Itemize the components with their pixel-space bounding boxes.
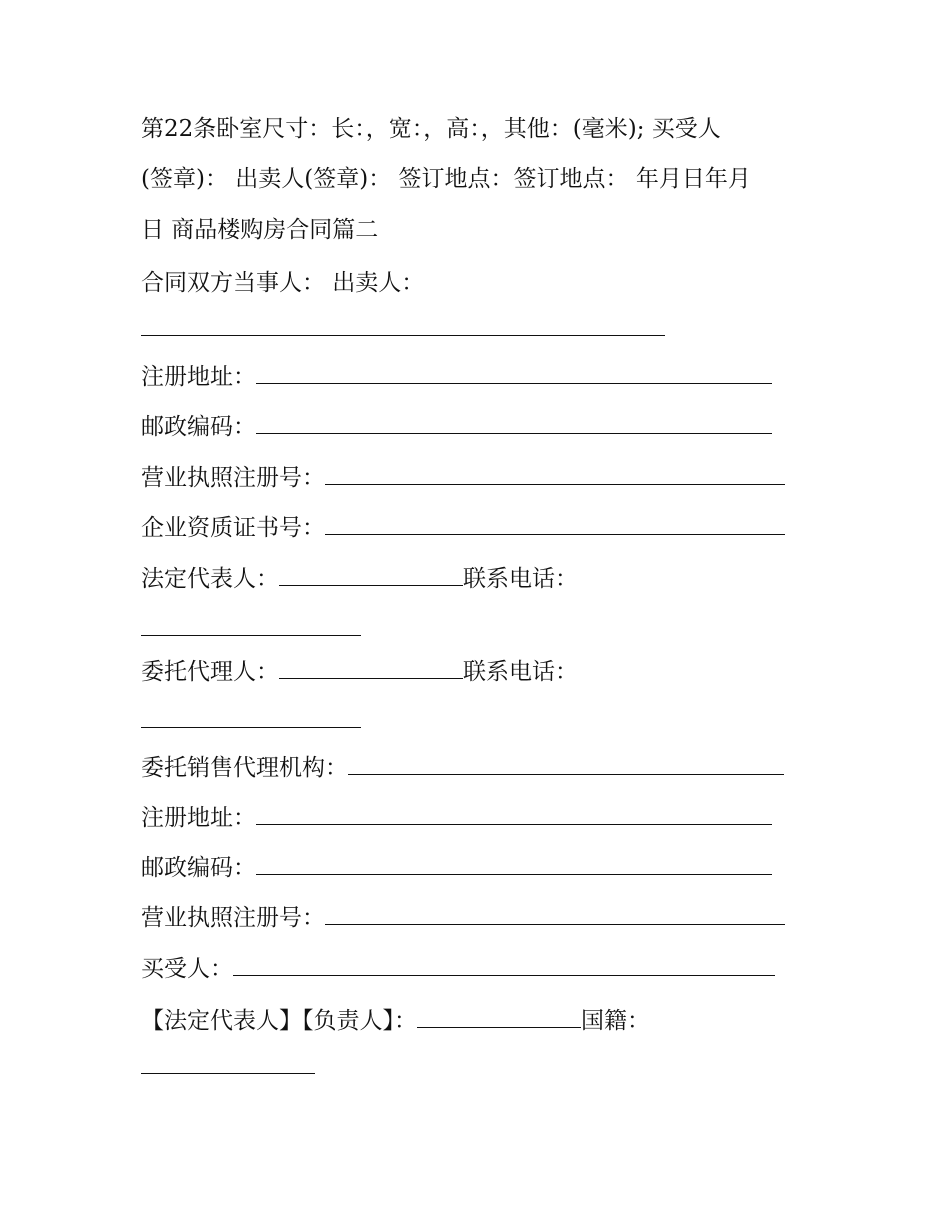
seller-postal-code-blank [256, 411, 772, 434]
seller-name-blank [141, 334, 665, 336]
seller-legal-rep [141, 563, 578, 594]
parties-intro: 合同双方当事人： 出卖人： [141, 270, 425, 296]
agency-business-license-blank [325, 902, 785, 925]
seller-legal-rep-blank [279, 563, 463, 586]
seller-agent-phone-label: 联系电话： [463, 659, 578, 685]
buyer-legal-rep-blank [417, 1005, 581, 1028]
clause-22-line-1: 第22条卧室尺寸：长：，宽：，高：，其他：(毫米); 买受人 [141, 116, 721, 142]
seller-legal-rep-label: 法定代表人： [141, 566, 279, 592]
seller-agent-label: 委托代理人： [141, 659, 279, 685]
buyer-nationality-blank [141, 1072, 315, 1074]
buyer-legal-rep [141, 1005, 650, 1036]
seller-legal-rep-phone-label: 联系电话： [463, 566, 578, 592]
agency-registered-address-blank [256, 802, 772, 825]
buyer [141, 953, 775, 984]
seller-agent-blank [279, 656, 463, 679]
seller-registered-address-blank [256, 361, 772, 384]
agency-postal-code-label: 邮政编码： [141, 855, 256, 881]
agency-postal-code-blank [256, 852, 772, 875]
seller-postal-code [141, 411, 772, 442]
seller-business-license-label: 营业执照注册号： [141, 465, 325, 491]
contract-title-line: 日 商品楼购房合同篇二 [141, 217, 379, 243]
sales-agency [141, 752, 784, 783]
seller-registered-address-label: 注册地址： [141, 364, 256, 390]
agency-business-license [141, 902, 785, 933]
seller-agent [141, 656, 578, 687]
buyer-legal-rep-label: 【法定代表人】【负责人】： [141, 1008, 417, 1034]
sales-agency-blank [348, 752, 784, 775]
seller-qualification-cert [141, 512, 785, 543]
agency-registered-address [141, 802, 772, 833]
seller-business-license [141, 462, 785, 493]
seller-agent-phone-blank [141, 726, 361, 728]
buyer-blank [233, 953, 775, 976]
seller-registered-address [141, 361, 772, 392]
agency-postal-code [141, 852, 772, 883]
seller-qualification-cert-label: 企业资质证书号： [141, 515, 325, 541]
sales-agency-label: 委托销售代理机构： [141, 755, 348, 781]
seller-legal-rep-phone-blank [141, 634, 361, 636]
clause-22-line-2: (签章)： 出卖人(签章)： 签订地点：签订地点： 年月日年月 [141, 166, 751, 192]
buyer-nationality-label: 国籍： [581, 1008, 650, 1034]
buyer-label: 买受人： [141, 956, 233, 982]
seller-postal-code-label: 邮政编码： [141, 414, 256, 440]
seller-business-license-blank [325, 462, 785, 485]
agency-business-license-label: 营业执照注册号： [141, 905, 325, 931]
seller-qualification-cert-blank [325, 512, 785, 535]
agency-registered-address-label: 注册地址： [141, 805, 256, 831]
